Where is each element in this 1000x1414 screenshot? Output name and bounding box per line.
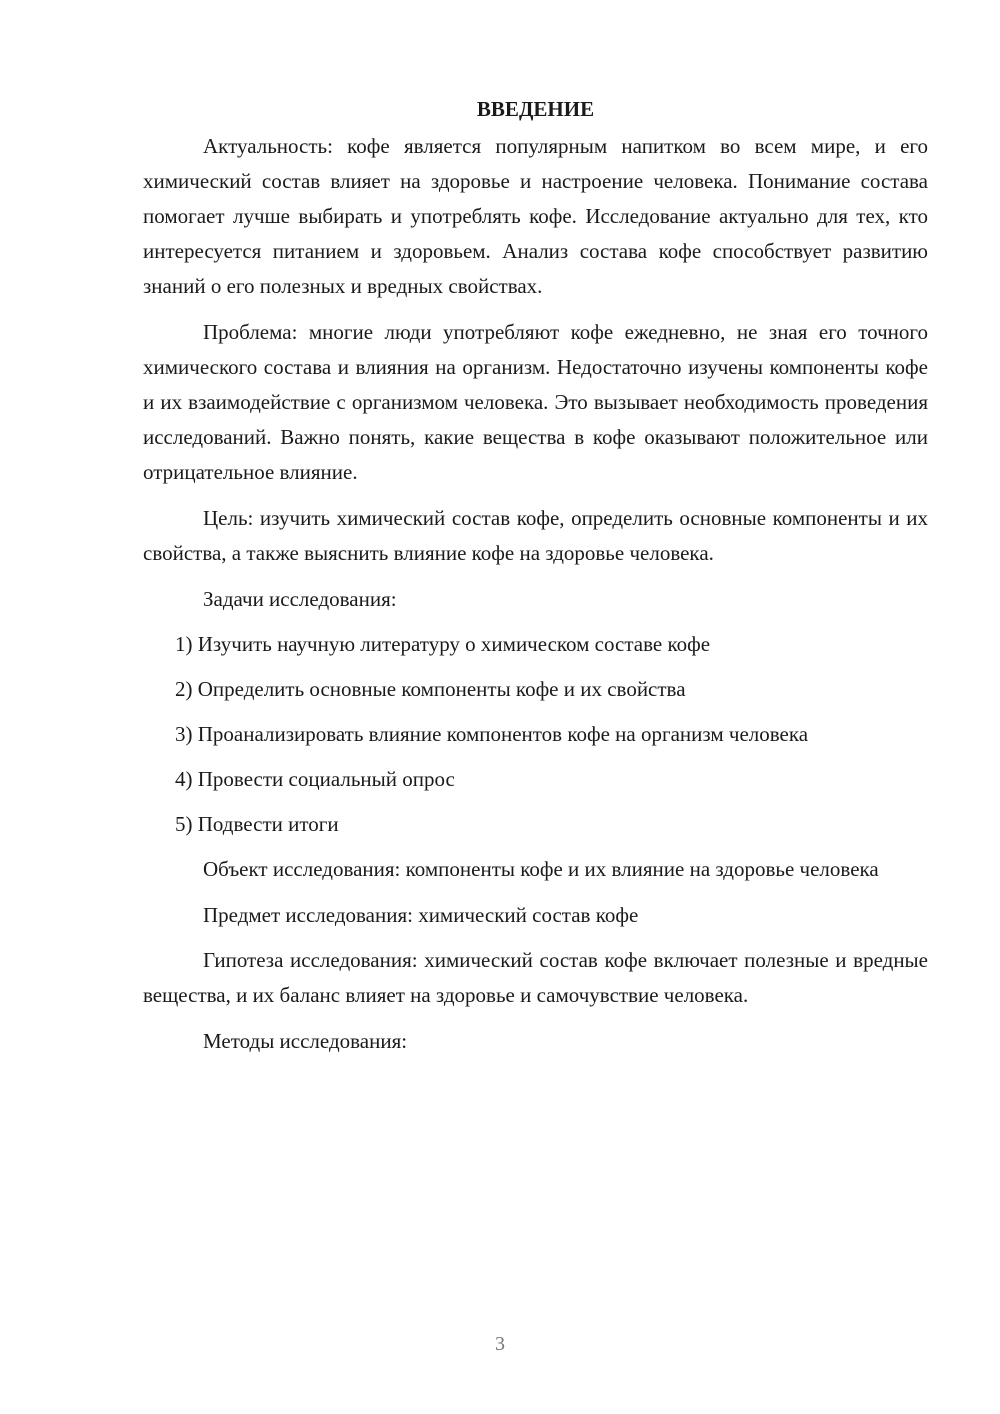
- hypothesis-paragraph: Гипотеза исследования: химический состав кофе включает полезные и вредные вещества, и их баланс влияет на здоровье и самочувствие человека.: [143, 948, 928, 1007]
- document-page: [143, 92, 928, 1069]
- methods-heading: Методы исследования:: [203, 1029, 408, 1053]
- task-item: 3) Проанализировать влияние компонентов кофе на организм человека: [175, 722, 809, 746]
- task-item: 5) Подвести итоги: [175, 812, 339, 836]
- section-heading: ВВЕДЕНИЕ: [476, 97, 595, 121]
- goal-paragraph: Цель: изучить химический состав кофе, определить основные компоненты и их свойства, а также выяснить влияние кофе на здоровье человека.: [143, 506, 928, 565]
- task-item: 1) Изучить научную литературу о химическом составе кофе: [175, 632, 711, 656]
- tasks-heading: Задачи исследования:: [203, 587, 397, 611]
- subject-paragraph: Предмет исследования: химический состав кофе: [203, 903, 639, 927]
- tasks-list: [143, 627, 928, 842]
- task-item: 4) Провести социальный опрос: [175, 767, 455, 791]
- page-number: 3: [495, 1333, 505, 1355]
- problem-paragraph: Проблема: многие люди употребляют кофе ежедневно, не зная его точного химического состава и влияния на организм. Недостаточно изучены компоненты кофе и их взаимодействие с организмом человека. Это вызывает необходимость проведения исследований. Важно понять, какие вещества в кофе оказывают положительное или отрицательное влияние.: [143, 320, 928, 484]
- task-item: 2) Определить основные компоненты кофе и их свойства: [175, 677, 686, 701]
- object-paragraph: Объект исследования: компоненты кофе и их влияние на здоровье человека: [203, 857, 879, 881]
- relevance-paragraph: Актуальность: кофе является популярным напитком во всем мире, и его химический состав влияет на здоровье и настроение человека. Понимание состава помогает лучше выбирать и употреблять кофе. Исследование актуально для тех, кто интересуется питанием и здоровьем. Анализ состава кофе способствует развитию знаний о его полезных и вредных свойствах.: [143, 134, 928, 298]
